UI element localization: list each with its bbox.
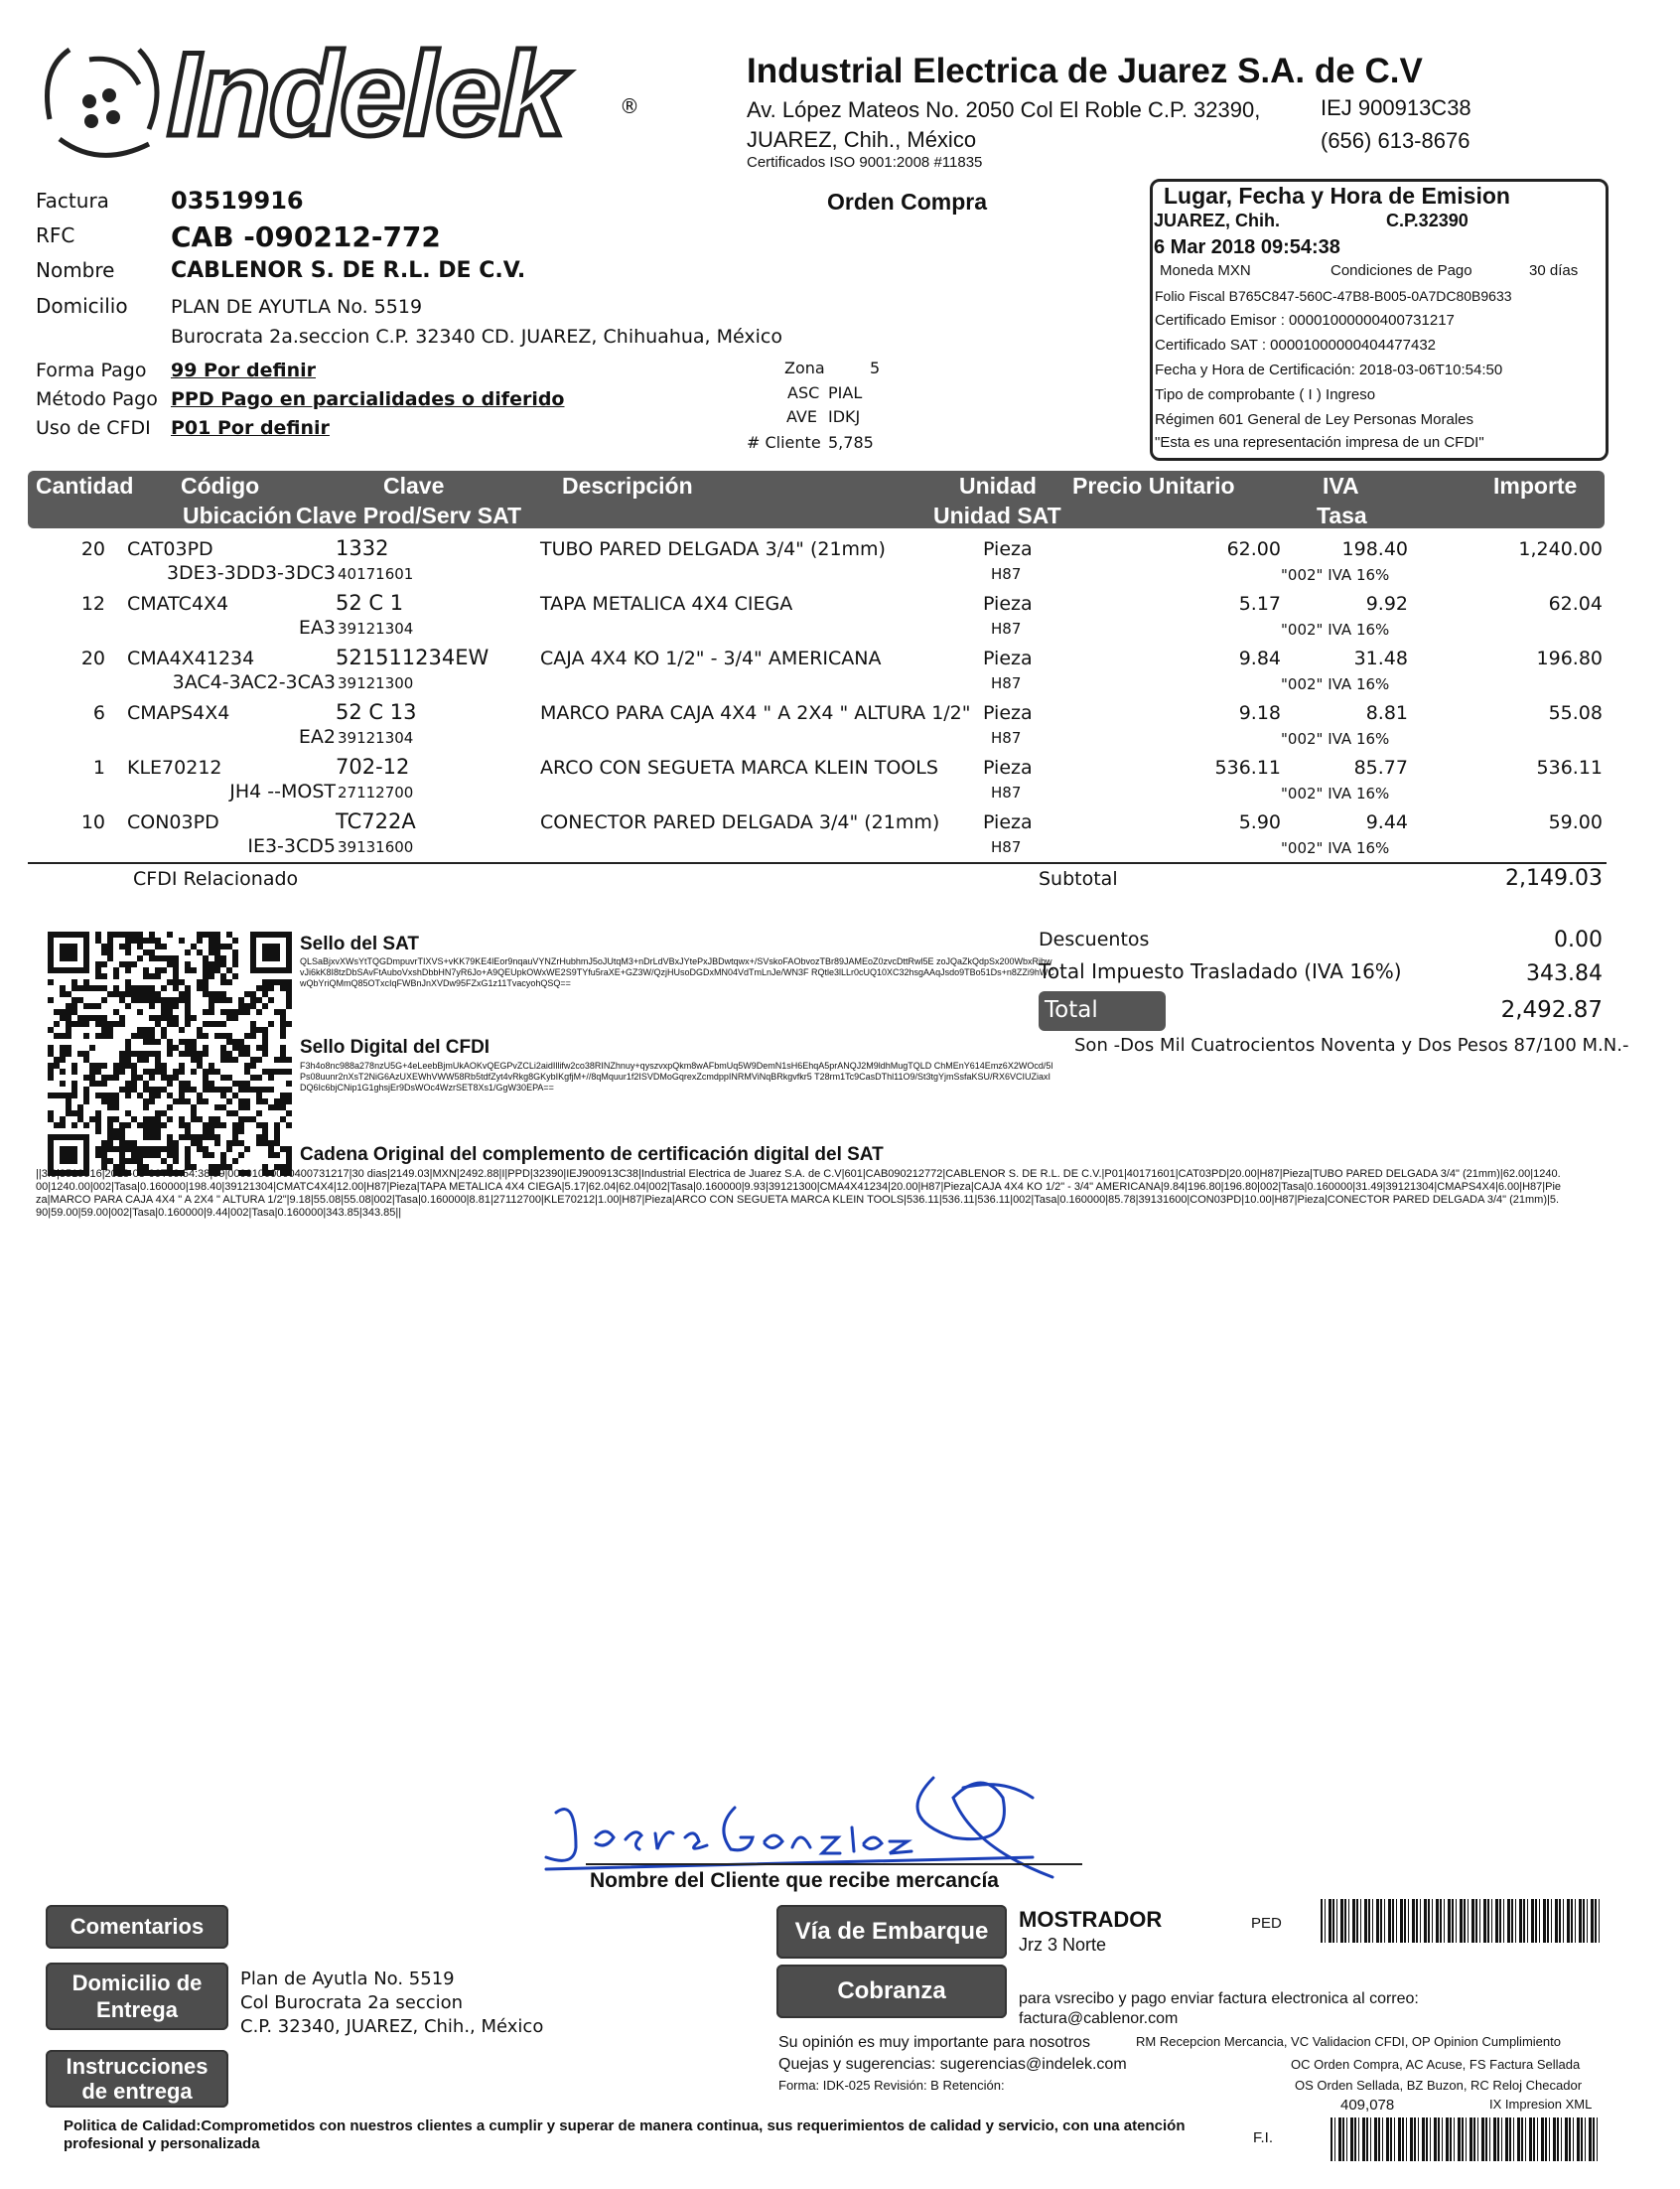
cell-clave-sat: 27112700 [338,784,414,802]
domicilio-entrega-button[interactable] [46,1963,228,2030]
company-logo-text: Indelek [167,28,564,161]
jrz-value: Jrz 3 Norte [1019,1935,1107,1955]
cell-importe: 196.80 [1536,648,1603,669]
cell-unidad-sat: H87 [991,620,1022,638]
th-clave: Clave [383,473,445,499]
orden-compra-label: Orden Compra [827,189,988,215]
cell-clave-sat: 40171601 [338,565,414,583]
cell-importe: 55.08 [1548,702,1603,724]
company-cert: Certificados ISO 9001:2008 #11835 [747,154,983,171]
legend-number: 409,078 [1340,2097,1395,2114]
cell-unidad: Pieza [983,648,1033,669]
cliente-value: 5,785 [828,433,874,452]
company-address-1: Av. López Mateos No. 2050 Col El Roble C.P. 32390, [747,97,1261,122]
subtotal-label: Subtotal [1039,868,1118,890]
cell-ubicacion: EA3 [298,617,336,639]
cell-unidad-sat: H87 [991,784,1022,802]
nombre-label: Nombre [36,258,115,282]
quejas-text: Quejas y sugerencias: sugerencias@indelek.com [778,2056,1127,2073]
cell-unidad: Pieza [983,593,1033,615]
cell-clave: 52 C 1 [336,591,404,615]
cell-tasa: "002" IVA 16% [1281,621,1390,639]
emision-regimen: Régimen 601 General de Ley Personas Morales [1155,411,1474,428]
footer-domicilio-3: C.P. 32340, JUAREZ, Chih., México [240,2016,544,2037]
cell-precio: 5.17 [1238,593,1281,615]
emision-cert-emisor: Certificado Emisor : 00001000000400731217 [1155,312,1455,329]
domicilio-entrega-label: Domicilio de Entrega [71,1970,203,2022]
zona-value: 5 [870,359,881,377]
cell-unidad-sat: H87 [991,674,1022,692]
cell-codigo: CMATC4X4 [127,593,229,615]
uso-cfdi-value: P01 Por definir [171,417,330,439]
domicilio-line1: PLAN DE AYUTLA No. 5519 [171,296,423,318]
cell-unidad: Pieza [983,702,1033,724]
legend-line2: OC Orden Compra, AC Acuse, FS Factura Sellada [1291,2057,1581,2072]
sello-sat-title: Sello del SAT [300,934,420,954]
footer-domicilio-1: Plan de Ayutla No. 5519 [240,1969,455,1989]
cell-clave: 1332 [336,536,389,560]
cell-tasa: "002" IVA 16% [1281,785,1390,803]
legend-line1: RM Recepcion Mercancia, VC Validacion CFDI, OP Opinion Cumplimiento [1136,2034,1561,2049]
zona-label: Zona [784,359,825,377]
cell-ubicacion: 3AC4-3AC2-3CA3 [172,671,336,693]
barcode-bottom-icon [1330,2117,1601,2161]
cell-iva: 85.77 [1353,757,1408,779]
table-row [28,755,1605,809]
factura-label: Factura [36,189,109,213]
cell-importe: 1,240.00 [1518,538,1603,560]
cell-codigo: CON03PD [127,811,219,833]
correo-text: factura@cablenor.com [1019,2010,1179,2027]
descuentos-label: Descuentos [1039,929,1150,950]
cell-unidad: Pieza [983,757,1033,779]
registered-mark: ® [620,94,639,118]
cell-descripcion: TUBO PARED DELGADA 3/4" (21mm) [540,538,886,560]
th-importe: Importe [1493,473,1578,499]
metodo-pago-label: Método Pago [36,388,158,410]
cell-cantidad: 1 [92,757,105,779]
cell-iva: 31.48 [1353,648,1408,669]
cell-precio: 536.11 [1214,757,1281,779]
cfdi-relacionado-label: CFDI Relacionado [133,868,299,890]
instrucciones-entrega-button[interactable] [46,2050,228,2108]
cell-codigo: CMA4X41234 [127,648,255,669]
metodo-pago-value: PPD Pago en parcialidades o diferido [171,388,565,410]
subtotal-value: 2,149.03 [1505,866,1603,891]
th-tasa: Tasa [1317,503,1367,528]
cell-cantidad: 6 [92,702,105,724]
impuesto-label: Total Impuesto Trasladado (IVA 16%) [1039,959,1402,983]
nombre-value: CABLENOR S. DE R.L. DE C.V. [171,258,526,283]
cell-descripcion: CAJA 4X4 KO 1/2" - 3/4" AMERICANA [540,648,882,669]
company-rfc: IEJ 900913C38 [1321,95,1471,120]
descuentos-value: 0.00 [1554,928,1603,952]
emision-cert-sat: Certificado SAT : 00001000000404477432 [1155,337,1437,354]
cell-unidad-sat: H87 [991,729,1022,747]
emision-fecha-cert: Fecha y Hora de Certificación: 2018-03-06T10:54:50 [1155,362,1503,378]
cell-precio: 5.90 [1238,811,1281,833]
cell-codigo: CAT03PD [127,538,213,560]
legend-line3: OS Orden Sellada, BZ Buzon, RC Reloj Checador [1295,2078,1583,2093]
cell-cantidad: 12 [80,593,105,615]
cell-codigo: CMAPS4X4 [127,702,230,724]
domicilio-line2: Burocrata 2a.seccion C.P. 32340 CD. JUAREZ, Chihuahua, México [171,326,782,348]
th-unidad: Unidad [959,473,1037,499]
cell-unidad-sat: H87 [991,838,1022,856]
cell-ubicacion: 3DE3-3DD3-3DC3 [166,562,336,584]
cell-iva: 8.81 [1365,702,1408,724]
company-phone: (656) 613-8676 [1321,128,1470,153]
cell-clave: 702-12 [336,755,410,779]
legend-line4: IX Impresion XML [1489,2097,1593,2112]
cadena-title: Cadena Original del complemento de certificación digital del SAT [300,1144,884,1165]
cell-tasa: "002" IVA 16% [1281,839,1390,857]
cliente-label: # Cliente [747,433,821,452]
table-row [28,700,1605,755]
th-descripcion: Descripción [562,473,693,499]
table-row [28,536,1605,591]
cell-cantidad: 20 [80,538,105,560]
cell-clave: 52 C 13 [336,700,417,724]
table-bottom-rule [28,862,1607,864]
emision-datetime: 6 Mar 2018 09:54:38 [1154,236,1340,258]
emision-moneda: Moneda MXN [1160,262,1251,279]
cell-ubicacion: IE3-3CD5 [247,835,336,857]
cell-descripcion: ARCO CON SEGUETA MARCA KLEIN TOOLS [540,757,938,779]
opinion-text: Su opinión es muy importante para nosotros [778,2034,1090,2051]
cell-precio: 9.84 [1238,648,1281,669]
cell-descripcion: CONECTOR PARED DELGADA 3/4" (21mm) [540,811,940,833]
cell-descripcion: MARCO PARA CAJA 4X4 " A 2X4 " ALTURA 1/2" [540,702,971,724]
cell-iva: 9.44 [1365,811,1408,833]
domicilio-label: Domicilio [36,294,128,318]
asc-label: ASC [787,383,820,402]
cell-iva: 198.40 [1341,538,1408,560]
table-row [28,809,1605,864]
emision-representacion: "Esta es una representación impresa de un CFDI" [1155,434,1484,451]
vsrecibo-text: para vsrecibo y pago enviar factura electronica al correo: [1019,1990,1419,2007]
company-name: Industrial Electrica de Juarez S.A. de C.V [747,52,1423,90]
th-ubicacion: Ubicación [183,503,292,528]
emision-tipo: Tipo de comprobante ( I ) Ingreso [1155,386,1376,403]
comentarios-button[interactable]: Comentarios [46,1905,228,1949]
cell-clave-sat: 39121300 [338,674,414,692]
emision-city: JUAREZ, Chih. [1154,211,1281,230]
total-letra: Son -Dos Mil Cuatrocientos Noventa y Dos Pesos 87/100 M.N.- [1074,1035,1629,1056]
emision-folio: Folio Fiscal B765C847-560C-47B8-B005-0A7DC80B9633 [1155,288,1512,304]
cell-tasa: "002" IVA 16% [1281,730,1390,748]
th-clave-sat: Clave Prod/Serv SAT [296,503,522,528]
cadena-text: ||3.3|3519916|2018-03-06T09:54:38|99|00001000000400731217|30 dias|2149.03|MXN|2492.88|I|PPD|32390|IEJ900913C38|Industrial Electrica de Juarez S.A. de C.V|601|CAB090212772|CABLENOR S. DE R.L. DE C.V.|P01|40171601|CAT03PD|20.00|H87|Pieza|TUBO PARED DELGADA 3/4" (21mm)|62.00|1240.00|1240.00|002|Tasa|0.160000|198.40|39121304|CMATC4X4|12.00|H87|Pieza|TAPA METALICA 4X4 CIEGA|5.17|62.04|62.04|002|Tasa|0.160000|9.93|39121300|CMA4X41234|20.00|H87|Pieza|CAJA 4X4 KO 1/2" - 3/4" AMERICANA|9.84|196.80|196.80|002|Tasa|0.160000|31.49|39121304|CMAPS4X4|6.00|H87|Pieza|MARCO PARA CAJA 4X4 " A 2X4 " ALTURA 1/2"|9.18|55.08|55.08|002|Tasa|0.160000|8.81|27112700|KLE70212|1.00|H87|Pieza|ARCO CON SEGUETA MARCA KLEIN TOOLS|536.11|536.11|536.11|002|Tasa|0.160000|85.78|39131600|CON03PD|10.00|H87|Pieza|CONECTOR PARED DELGADA 3/4" (21mm)|5.90|59.00|59.00|002|Tasa|0.160000|9.44|002|Tasa|0.160000|343.85|343.85|| [36,1168,1562,1219]
mostrador-value: MOSTRADOR [1019,1907,1163,1932]
cell-importe: 62.04 [1548,593,1603,615]
ped-label: PED [1251,1915,1282,1932]
signature-line [586,1863,1082,1865]
cell-clave-sat: 39121304 [338,729,414,747]
cell-importe: 536.11 [1536,757,1603,779]
th-codigo: Código [181,473,260,499]
emision-dias: 30 días [1529,262,1579,279]
asc-value: PIAL [828,383,863,402]
qr-code-icon [48,932,292,1176]
uso-cfdi-label: Uso de CFDI [36,417,151,439]
th-unidad-sat: Unidad SAT [933,503,1061,528]
th-iva: IVA [1323,473,1359,499]
cell-precio: 62.00 [1226,538,1281,560]
rfc-label: RFC [36,223,75,247]
cell-precio: 9.18 [1238,702,1281,724]
rfc-value: CAB -090212-772 [171,220,441,253]
cell-cantidad: 10 [80,811,105,833]
th-cantidad: Cantidad [36,473,134,499]
company-logo-icon [30,30,179,179]
total-label: Total [1045,997,1098,1023]
footer-domicilio-2: Col Burocrata 2a seccion [240,1992,464,2013]
cell-importe: 59.00 [1548,811,1603,833]
factura-number: 03519916 [171,187,304,215]
sello-cfdi-title: Sello Digital del CFDI [300,1037,490,1058]
sello-sat-text: QLSaBjxvXWsYtTQGDmpuvrTIXVS+vKK79KE4lEor9nqauVYNZrHubhmJ5oJUtqM3+nDrLdVBxJYtePxJBDwtqwx+/SVskoFAObvozTBr89JAMEoZ0zvcDttRwl5E zoJQaZkQdpSx200WbxRibwvJi6kK8I8tzDbSAvFtAuboVxshDbbHN7yR6Jo+A9QEUpkOWxWE2S9TYfu5raXE+GZ3W/QzjHUsoDGDxMN04VdTmLnJe/WN3F RQtle3lLLr0cUQ10XC32hsgAAqJsdo9TBo51Ds+n8ZZi9hWCwQbYriQMmQ85OTxcIqFWBnJnXVDw95FZxG1z11TvacyohQSQ== [300,956,1054,988]
cell-clave-sat: 39131600 [338,838,414,856]
ave-label: AVE [786,407,817,426]
emision-title: Lugar, Fecha y Hora de Emision [1164,183,1510,209]
via-embarque-button[interactable]: Vía de Embarque [776,1905,1007,1959]
instrucciones-entrega-label: Instrucciones de entrega [66,2054,209,2104]
emision-cp: C.P.32390 [1386,211,1469,230]
cell-ubicacion: JH4 --MOST [229,781,336,803]
table-row [28,591,1605,646]
forma-pago-value: 99 Por definir [171,360,316,381]
politica-calidad: Politica de Calidad:Comprometidos con nuestros clientes a cumplir y superar de manera continua, sus requerimientos de calidad y servicio, con una atención profesional y personalizada [64,2117,1186,2152]
cell-codigo: KLE70212 [127,757,222,779]
cell-clave: 521511234EW [336,646,490,669]
cell-tasa: "002" IVA 16% [1281,675,1390,693]
cell-unidad: Pieza [983,811,1033,833]
signature-label: Nombre del Cliente que recibe mercancía [590,1869,999,1892]
cell-unidad: Pieza [983,538,1033,560]
forma-pago-label: Forma Pago [36,360,147,381]
barcode-top-icon [1321,1899,1601,1943]
th-precio: Precio Unitario [1072,473,1235,499]
emision-condiciones: Condiciones de Pago [1330,262,1472,279]
ave-value: IDKJ [828,407,861,426]
cell-descripcion: TAPA METALICA 4X4 CIEGA [540,593,793,615]
sello-cfdi-text: F3h4o8nc988a278nzU5G+4eLeebBjmUkAOKvQEGPvZCLi2aidIllifw2co38RINZhnuy+qyszvxpQkm8wAFbmUq5W9DemN1sH6EhqA5prANQJ2M9ldhMugTQLD ChMEnY614Emz6X2WOcd/5lPs08uunr2nXsT2NiG6AzUXEWhVWW58Rb5tdfZyt4vRkg8GKybIKgfjM+//8qMquur1f2ISVDMoGqrexZcmdppINRMViNqBRkgvfkr5 T28rm1Tc9CasDThl11O9/St3tgYjmSsfaKSU/RX6VCIUZiaxIDQ6Ic6bjCNip1G1ghsjEr9DsWOc4WzrSET8Xs1/GgW30EPA== [300,1061,1053,1093]
cell-tasa: "002" IVA 16% [1281,566,1390,584]
cell-unidad-sat: H87 [991,565,1022,583]
cell-cantidad: 20 [80,648,105,669]
total-value: 2,492.87 [1500,997,1603,1023]
fi-label: F.I. [1253,2129,1274,2146]
cell-ubicacion: EA2 [298,726,336,748]
cell-clave: TC722A [336,809,416,833]
table-row [28,646,1605,700]
cell-iva: 9.92 [1365,593,1408,615]
company-address-2: JUAREZ, Chih., México [747,127,977,152]
cell-clave-sat: 39121304 [338,620,414,638]
cobranza-button[interactable]: Cobranza [776,1965,1007,2018]
impuesto-value: 343.84 [1526,961,1603,986]
forma-text: Forma: IDK-025 Revisión: B Retención: [778,2078,1005,2093]
